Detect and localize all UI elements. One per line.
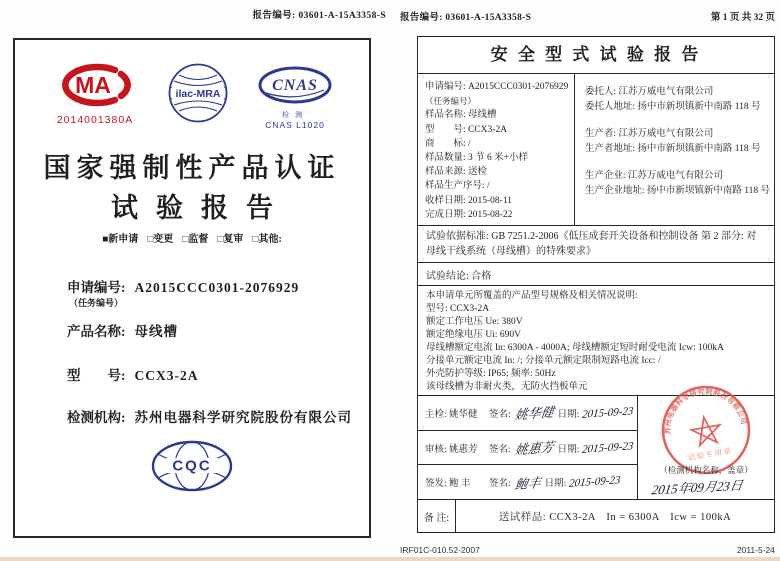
- info-application-number: 申请编号: A2015CCC0301-2076929: [425, 82, 569, 92]
- remark-row: [418, 500, 774, 532]
- checkbox-review: □复审: [217, 234, 244, 245]
- client-group: [585, 85, 770, 114]
- producer-group: [585, 127, 770, 156]
- report-table: [417, 36, 775, 533]
- cnas-letters: CNAS: [272, 77, 318, 94]
- chief-inspector-date: 2015-09-23: [581, 404, 635, 421]
- coverage-heading: 本申请单元所覆盖的产品型号规格及相关情况说明:: [426, 291, 638, 301]
- date-label: 日期:: [557, 444, 580, 455]
- reviewer-row: [418, 430, 637, 465]
- coverage-ip-frequency: 外壳防护等级: IP65; 频率: 50Hz: [426, 369, 556, 379]
- coverage-description-row: [418, 286, 774, 396]
- cma-letters: MA: [75, 72, 111, 98]
- chief-inspector-row: [418, 396, 637, 430]
- reviewer-date: 2015-09-23: [581, 439, 635, 456]
- ilac-mra-letters: ilac-MRA: [175, 88, 221, 100]
- cnas-jiance-label: 检测: [282, 112, 308, 119]
- task-number-note: （任务编号）: [69, 298, 124, 308]
- report-title: 安 全 型 式 试 验 报 告: [418, 37, 774, 74]
- stamp-handwritten-date: 2015年09月23日: [650, 477, 744, 498]
- info-model: 型 号: CCX3-2A: [425, 124, 508, 135]
- info-sample-quantity: 样品数量: 3 节 6 米+小样: [425, 153, 528, 164]
- date-label: 日期:: [544, 479, 567, 490]
- left-report-number: 报告编号: 03601-A-15A3358-S: [252, 11, 386, 21]
- producer-address: 生产者地址: 扬中市新坝镇新中南路 118 号: [584, 143, 761, 154]
- seal-ring-text: 苏州电器科学研究院股份有限公司: [663, 387, 748, 435]
- remark-label: 备 注:: [418, 500, 456, 532]
- signature-rows: [418, 396, 637, 499]
- seal-inner-text: 试验专用章: [687, 445, 734, 463]
- signature-label: 签名:: [489, 444, 511, 455]
- ilac-mra-logo: [167, 62, 229, 129]
- application-type-checkboxes: [15, 230, 369, 245]
- approver-date: 2015-09-23: [568, 474, 622, 491]
- scan-edge-strip: [0, 557, 780, 561]
- chief-inspector-name: 主检: 姚华健: [425, 409, 478, 420]
- coverage-model: 型号: CCX3-2A: [426, 304, 490, 314]
- info-sample-source: 样品来源: 送检: [425, 167, 488, 178]
- info-task-number-note: （任务编号）: [425, 96, 477, 107]
- coverage-insulation-voltage: 额定绝缘电压 Ui: 690V: [426, 330, 522, 340]
- signature-label: 签名:: [489, 409, 511, 420]
- form-date-footer: 2011-5-24: [736, 545, 775, 555]
- cnas-l1020-label: CNAS L1020: [265, 120, 325, 130]
- coverage-rated-current: 母线槽额定电流 In: 6300A - 4000A; 母线槽额定短时耐受电流 Icw: 100kA: [426, 343, 724, 353]
- certification-logos: [15, 62, 369, 130]
- left-page-cover: [13, 38, 371, 538]
- sample-info-right-cell: [575, 74, 774, 225]
- testing-agency-field: [67, 406, 352, 426]
- checkbox-new-application: ■新申请: [102, 234, 139, 245]
- client-name: 委托人: 江苏万威电气有限公司: [584, 87, 714, 97]
- stamp-cell: [637, 387, 774, 499]
- cqc-globe-icon: [149, 440, 235, 492]
- application-number-field: [67, 276, 299, 296]
- approver-row: [418, 464, 637, 499]
- test-standard-row: 试验依据标准: GB 7251.2-2006《低压成套开关设备和控制设备 第 2 部分: 对母线干线系统（母线槽）的特殊要求》: [418, 226, 774, 263]
- cma-number: 2014001380A: [56, 114, 134, 126]
- model-value: CCX3-2A: [134, 368, 199, 383]
- producer-name: 生产者: 江苏万威电气有限公司: [584, 129, 714, 139]
- right-report-number: 报告编号: 03601-A-15A3358-S: [400, 13, 532, 23]
- info-trademark: 商 标: /: [425, 138, 471, 149]
- reviewer-name: 审核: 姚惠芳: [425, 444, 478, 455]
- client-address: 委托人地址: 扬中市新坝镇新中南路 118 号: [584, 101, 761, 112]
- chief-inspector-signature: 姚华健: [513, 404, 555, 424]
- info-complete-date: 完成日期: 2015-08-22: [425, 209, 513, 220]
- coverage-rated-voltage: 额定工作电压 Ue: 380V: [426, 317, 523, 327]
- product-name-label: 产品名称:: [67, 324, 126, 339]
- testing-agency-label: 检测机构:: [67, 410, 126, 425]
- model-label: 型 号:: [67, 368, 126, 383]
- application-number-label: 申请编号:: [67, 280, 126, 295]
- cover-title-line2: 试验报告: [111, 193, 291, 223]
- cma-mark-icon: [51, 62, 139, 108]
- cnas-logo: [253, 65, 337, 130]
- testing-agency-value: 苏州电器科学研究院股份有限公司: [134, 410, 352, 425]
- coverage-tapoff-current: 分接单元额定电流 In: /; 分接单元额定限制短路电流 Icc: /: [426, 356, 661, 366]
- info-receive-date: 收样日期: 2015-08-11: [425, 195, 512, 206]
- cqc-logo: [15, 440, 369, 492]
- test-conclusion-row: 试验结论: 合格: [418, 263, 774, 286]
- checkbox-supervision: □监督: [182, 234, 209, 245]
- reviewer-signature: 姚惠芳: [513, 439, 555, 458]
- page-indicator: 第 1 页 共 32 页: [710, 13, 775, 23]
- stamp-caption: （检测机构名称，盖章）: [659, 465, 753, 475]
- cover-title-line1: 国家强制性产品认证: [43, 153, 341, 183]
- sample-info-row: [418, 74, 774, 226]
- cnas-oval-icon: [256, 65, 334, 107]
- factory-group: [585, 169, 770, 198]
- model-field: [67, 364, 199, 384]
- cma-logo: [47, 62, 143, 126]
- approver-name: 签发: 鲍 丰: [425, 479, 471, 490]
- date-label: 日期:: [557, 409, 580, 420]
- form-code-footer: IRF01C-010.52-2007: [400, 545, 480, 555]
- checkbox-change: □变更: [147, 234, 174, 245]
- remark-value: 送试样品: CCX3-2A In = 6300A Icw = 100kA: [498, 511, 732, 523]
- factory-address: 生产企业地址: 扬中市新坝镇新中南路 118 号: [584, 185, 770, 196]
- info-sample-name: 样品名称: 母线槽: [425, 110, 497, 121]
- sample-info-left-cell: [418, 74, 575, 225]
- product-name-value: 母线槽: [134, 324, 178, 339]
- cqc-letters: CQC: [172, 457, 212, 475]
- factory-name: 生产企业: 江苏万威电气有限公司: [584, 171, 723, 181]
- info-production-serial: 样品生产序号: /: [425, 181, 490, 192]
- application-number-value: A2015CCC0301-2076929: [134, 280, 300, 295]
- checkbox-other: □其他:: [252, 234, 282, 245]
- coverage-fire-note: 该母线槽为非耐火类，无防火挡板单元: [426, 382, 588, 392]
- product-name-field: [67, 320, 178, 340]
- approver-signature: 鲍丰: [513, 474, 542, 492]
- signature-label: 签名:: [489, 479, 511, 490]
- ilac-mra-icon: [167, 62, 229, 124]
